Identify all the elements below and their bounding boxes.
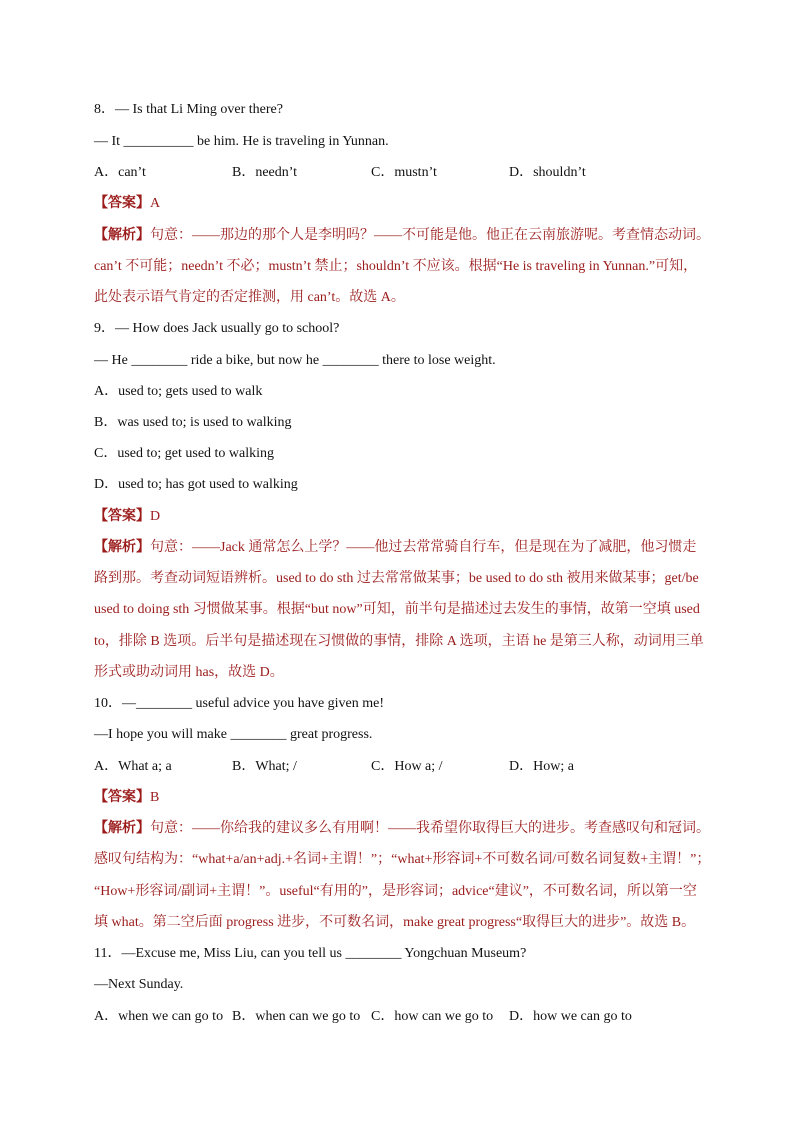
q9-answer xyxy=(94,508,160,526)
answer-tag: 【答案】 xyxy=(94,790,150,805)
q10-explanation-line: 填 what。第二空后面 progress 进步，不可数名词，make great progress“取得巨大的进步”。故选 B。 xyxy=(94,915,696,930)
q11-option-a: A．when we can go to xyxy=(94,1009,224,1024)
q9-stem: 9．— How does Jack usually go to school? xyxy=(94,321,340,336)
q8-stem: 8．— Is that Li Ming over there? xyxy=(94,102,283,117)
q9-option-d: D．used to; has got used to walking xyxy=(94,477,298,492)
q9-explanation-line: used to doing sth 习惯做某事。根据“but now”可知，前半句是描述过去发生的事情，故第一空填 used xyxy=(94,602,700,617)
q8-option-b: B．needn’t xyxy=(232,165,298,180)
q8-explanation-line: can’t 不可能；needn’t 不必；mustn’t 禁止；shouldn’t 不应该。根据“He is traveling in Yunnan.”可知， xyxy=(94,259,698,274)
q10-option-c: C．How a; / xyxy=(371,759,443,774)
q9-option-a: A．used to; gets used to walk xyxy=(94,384,263,399)
q9-explanation-line xyxy=(94,539,696,557)
explanation-tag: 【解析】 xyxy=(94,540,150,555)
q10-explanation-line xyxy=(94,820,710,838)
explanation-tag: 【解析】 xyxy=(94,821,150,836)
explanation-tag: 【解析】 xyxy=(94,228,150,243)
answer-tag: 【答案】 xyxy=(94,196,150,211)
q8-answer xyxy=(94,195,160,213)
answer-value: D xyxy=(150,509,161,524)
q8-option-d: D．shouldn’t xyxy=(509,165,586,180)
q10-answer xyxy=(94,789,159,807)
q10-explanation-line: “How+形容词/副词+主谓！”。useful“有用的”，是形容词；advice“建议”，不可数名词，所以第一空 xyxy=(94,884,697,899)
q8-option-c: C．mustn’t xyxy=(371,165,437,180)
explanation-text: 句意：——那边的那个人是李明吗？——不可能是他。他正在云南旅游呢。考查情态动词。 xyxy=(150,228,710,243)
q9-explanation-line: 形式或助动词用 has，故选 D。 xyxy=(94,665,284,680)
q8-dialogue: — It __________ be him. He is traveling in Yunnan. xyxy=(94,134,389,149)
q8-explanation-line xyxy=(94,227,710,245)
answer-value: B xyxy=(150,790,160,805)
q10-dialogue: —I hope you will make ________ great progress. xyxy=(94,727,373,742)
q10-stem: 10．—________ useful advice you have given me! xyxy=(94,696,385,711)
q9-dialogue: — He ________ ride a bike, but now he ________ there to lose weight. xyxy=(94,353,496,368)
answer-value: A xyxy=(150,196,161,211)
q8-explanation-line: 此处表示语气肯定的否定推测，用 can’t。故选 A。 xyxy=(94,290,405,305)
q9-option-b: B．was used to; is used to walking xyxy=(94,415,292,430)
q10-explanation-line: 感叹句结构为：“what+a/an+adj.+名词+主谓！”；“what+形容词+不可数名词/可数名词复数+主谓！”； xyxy=(94,852,711,867)
q11-option-d: D．how we can go to xyxy=(509,1009,632,1024)
q11-stem: 11．—Excuse me, Miss Liu, can you tell us ________ Yongchuan Museum? xyxy=(94,946,527,961)
q11-dialogue: —Next Sunday. xyxy=(94,977,184,992)
explanation-text: 句意：——你给我的建议多么有用啊！——我希望你取得巨大的进步。考查感叹句和冠词。 xyxy=(150,821,710,836)
q11-option-b: B．when can we go to xyxy=(232,1009,361,1024)
q9-option-c: C．used to; get used to walking xyxy=(94,446,275,461)
q8-option-a: A．can’t xyxy=(94,165,146,180)
explanation-text: 句意：——Jack 通常怎么上学？——他过去常常骑自行车，但是现在为了减肥，他习惯走 xyxy=(150,540,697,555)
q10-option-a: A．What a; a xyxy=(94,759,172,774)
q9-explanation-line: 路到那。考查动词短语辨析。used to do sth 过去常常做某事；be used to do sth 被用来做某事；get/be xyxy=(94,571,699,586)
q9-explanation-line: to，排除 B 选项。后半句是描述现在习惯做的事情，排除 A 选项，主语 he 是第三人称，动词用三单 xyxy=(94,634,704,649)
q11-option-c: C．how can we go to xyxy=(371,1009,494,1024)
q10-option-d: D．How; a xyxy=(509,759,574,774)
answer-tag: 【答案】 xyxy=(94,509,150,524)
q10-option-b: B．What; / xyxy=(232,759,297,774)
